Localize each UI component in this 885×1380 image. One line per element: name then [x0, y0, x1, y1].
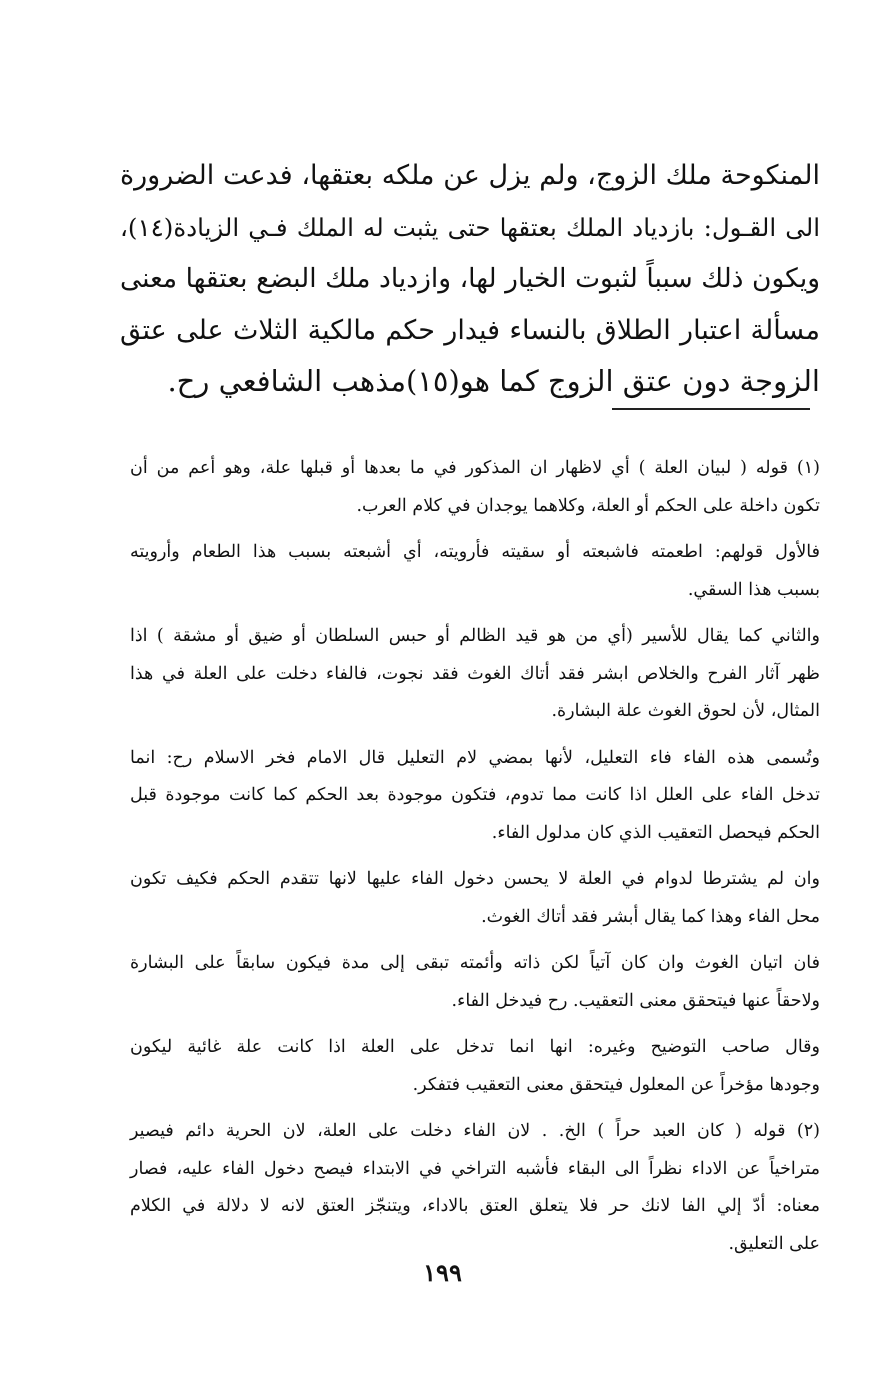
footnote-line: فالأول قولهم: اطعمته فاشبعته أو سقيته فأرويته، أي أشبعته بسبب هذا الطعام وأرويته: [130, 542, 820, 562]
footnote-line: تدخل الفاء على العلل اذا كانت مما تدوم، فتكون موجودة بعد الحكم كما كانت موجودة قبل: [130, 785, 820, 805]
footnote-line: ظهر آثار الفرح والخلاص ابشر فقد أتاك الغوث فقد نجوت، فالفاء دخلت على العلة في هذا: [130, 663, 820, 684]
footnote-line: متراخياً عن الاداء نظراً الى البقاء فأشبه التراخي في الابتداء فيصح دخول الفاء عليه، فصار: [130, 1158, 820, 1179]
footnote-line: وان لم يشترطا لدوام في العلة لا يحسن دخول الفاء عليها لانها تتقدم الحكم فكيف تكون: [130, 869, 820, 889]
footnote-line: (١) قوله ( لبيان العلة ) أي لاظهار ان المذكور في ما بعدها أو قبلها علة، وهو أعم من أن: [130, 458, 820, 478]
footnote-paragraph: [130, 534, 820, 609]
main-text-line: المنكوحة ملك الزوج، ولم يزل عن ملكه بعتقها، فدعت الضرورة: [120, 160, 820, 191]
footnote-line: ولاحقاً عنها فيتحقق معنى التعقيب. رح فيدخل الفاء.: [451, 990, 820, 1011]
footnote-line: فان اتيان الغوث وان كان آتياً لكن ذاته وأئمته تبقى إلى مدة فيكون سابقاً على البشارة: [130, 953, 820, 973]
footnote-line: وتُسمى هذه الفاء فاء التعليل، لأنها بمضي لام التعليل قال الامام فخر الاسلام رح: انما: [130, 747, 820, 768]
footnote-line: المثال، لأن لحوق الغوث علة البشارة.: [551, 701, 820, 721]
main-text-line: ويكون ذلك سبباً لثبوت الخيار لها، وازدياد ملك البضع بعتقها معنى: [120, 263, 820, 294]
footnote-separator: [612, 408, 810, 410]
main-text-block: [120, 150, 820, 408]
footnote-line: وقال صاحب التوضيح وغيره: انها انما تدخل على العلة اذا كانت علة غائية ليكون: [130, 1037, 820, 1057]
footnote-paragraph: [130, 740, 820, 853]
footnote-paragraph: [130, 861, 820, 936]
main-text-line: الى القـول: بازدياد الملك بعتقها حتى يثبت له الملك فـي الزيادة(١٤)،: [120, 212, 820, 242]
footnote-line: الحكم فيحصل التعقيب الذي كان مدلول الفاء.: [491, 822, 820, 843]
footnote-paragraph: [130, 618, 820, 731]
footnotes-block: [130, 450, 820, 1272]
footnote-line: (٢) قوله ( كان العبد حراً ) الخ. . لان الفاء دخلت على العلة، لان الحرية دائم فيصير: [130, 1121, 820, 1141]
footnote-paragraph: [130, 945, 820, 1020]
footnote-line: وجودها مؤخراً عن المعلول فيتحقق معنى التعقيب فتفكر.: [412, 1074, 820, 1095]
footnote-line: والثاني كما يقال للأسير (أي من هو قيد الظالم أو حبس السلطان أو ضيق أو مشقة ) اذا: [130, 626, 820, 646]
footnote-line: معناه: أدّ إلي الفا لانك حر فلا يتعلق العتق بالاداء، ويتنجّز العتق لانه لا دلالة في الكلام: [130, 1196, 820, 1216]
main-text-line: الزوجة دون عتق الزوج كما هو(١٥)مذهب الشافعي رح.: [167, 364, 820, 398]
footnote-line: بسبب هذا السقي.: [687, 579, 820, 600]
main-text-line: مسألة اعتبار الطلاق بالنساء فيدار حكم مالكية الثلاث على عتق: [120, 314, 820, 346]
footnote-line: تكون داخلة على الحكم أو العلة، وكلاهما يوجدان في كلام العرب.: [356, 495, 820, 516]
footnote-paragraph: [130, 1113, 820, 1263]
footnote-line: محل الفاء وهذا كما يقال أبشر فقد أتاك الغوث.: [481, 906, 820, 927]
footnote-paragraph: [130, 450, 820, 525]
page-number: ١٩٩: [423, 1258, 462, 1287]
footnote-paragraph: [130, 1029, 820, 1104]
footnote-line: على التعليق.: [728, 1233, 820, 1254]
